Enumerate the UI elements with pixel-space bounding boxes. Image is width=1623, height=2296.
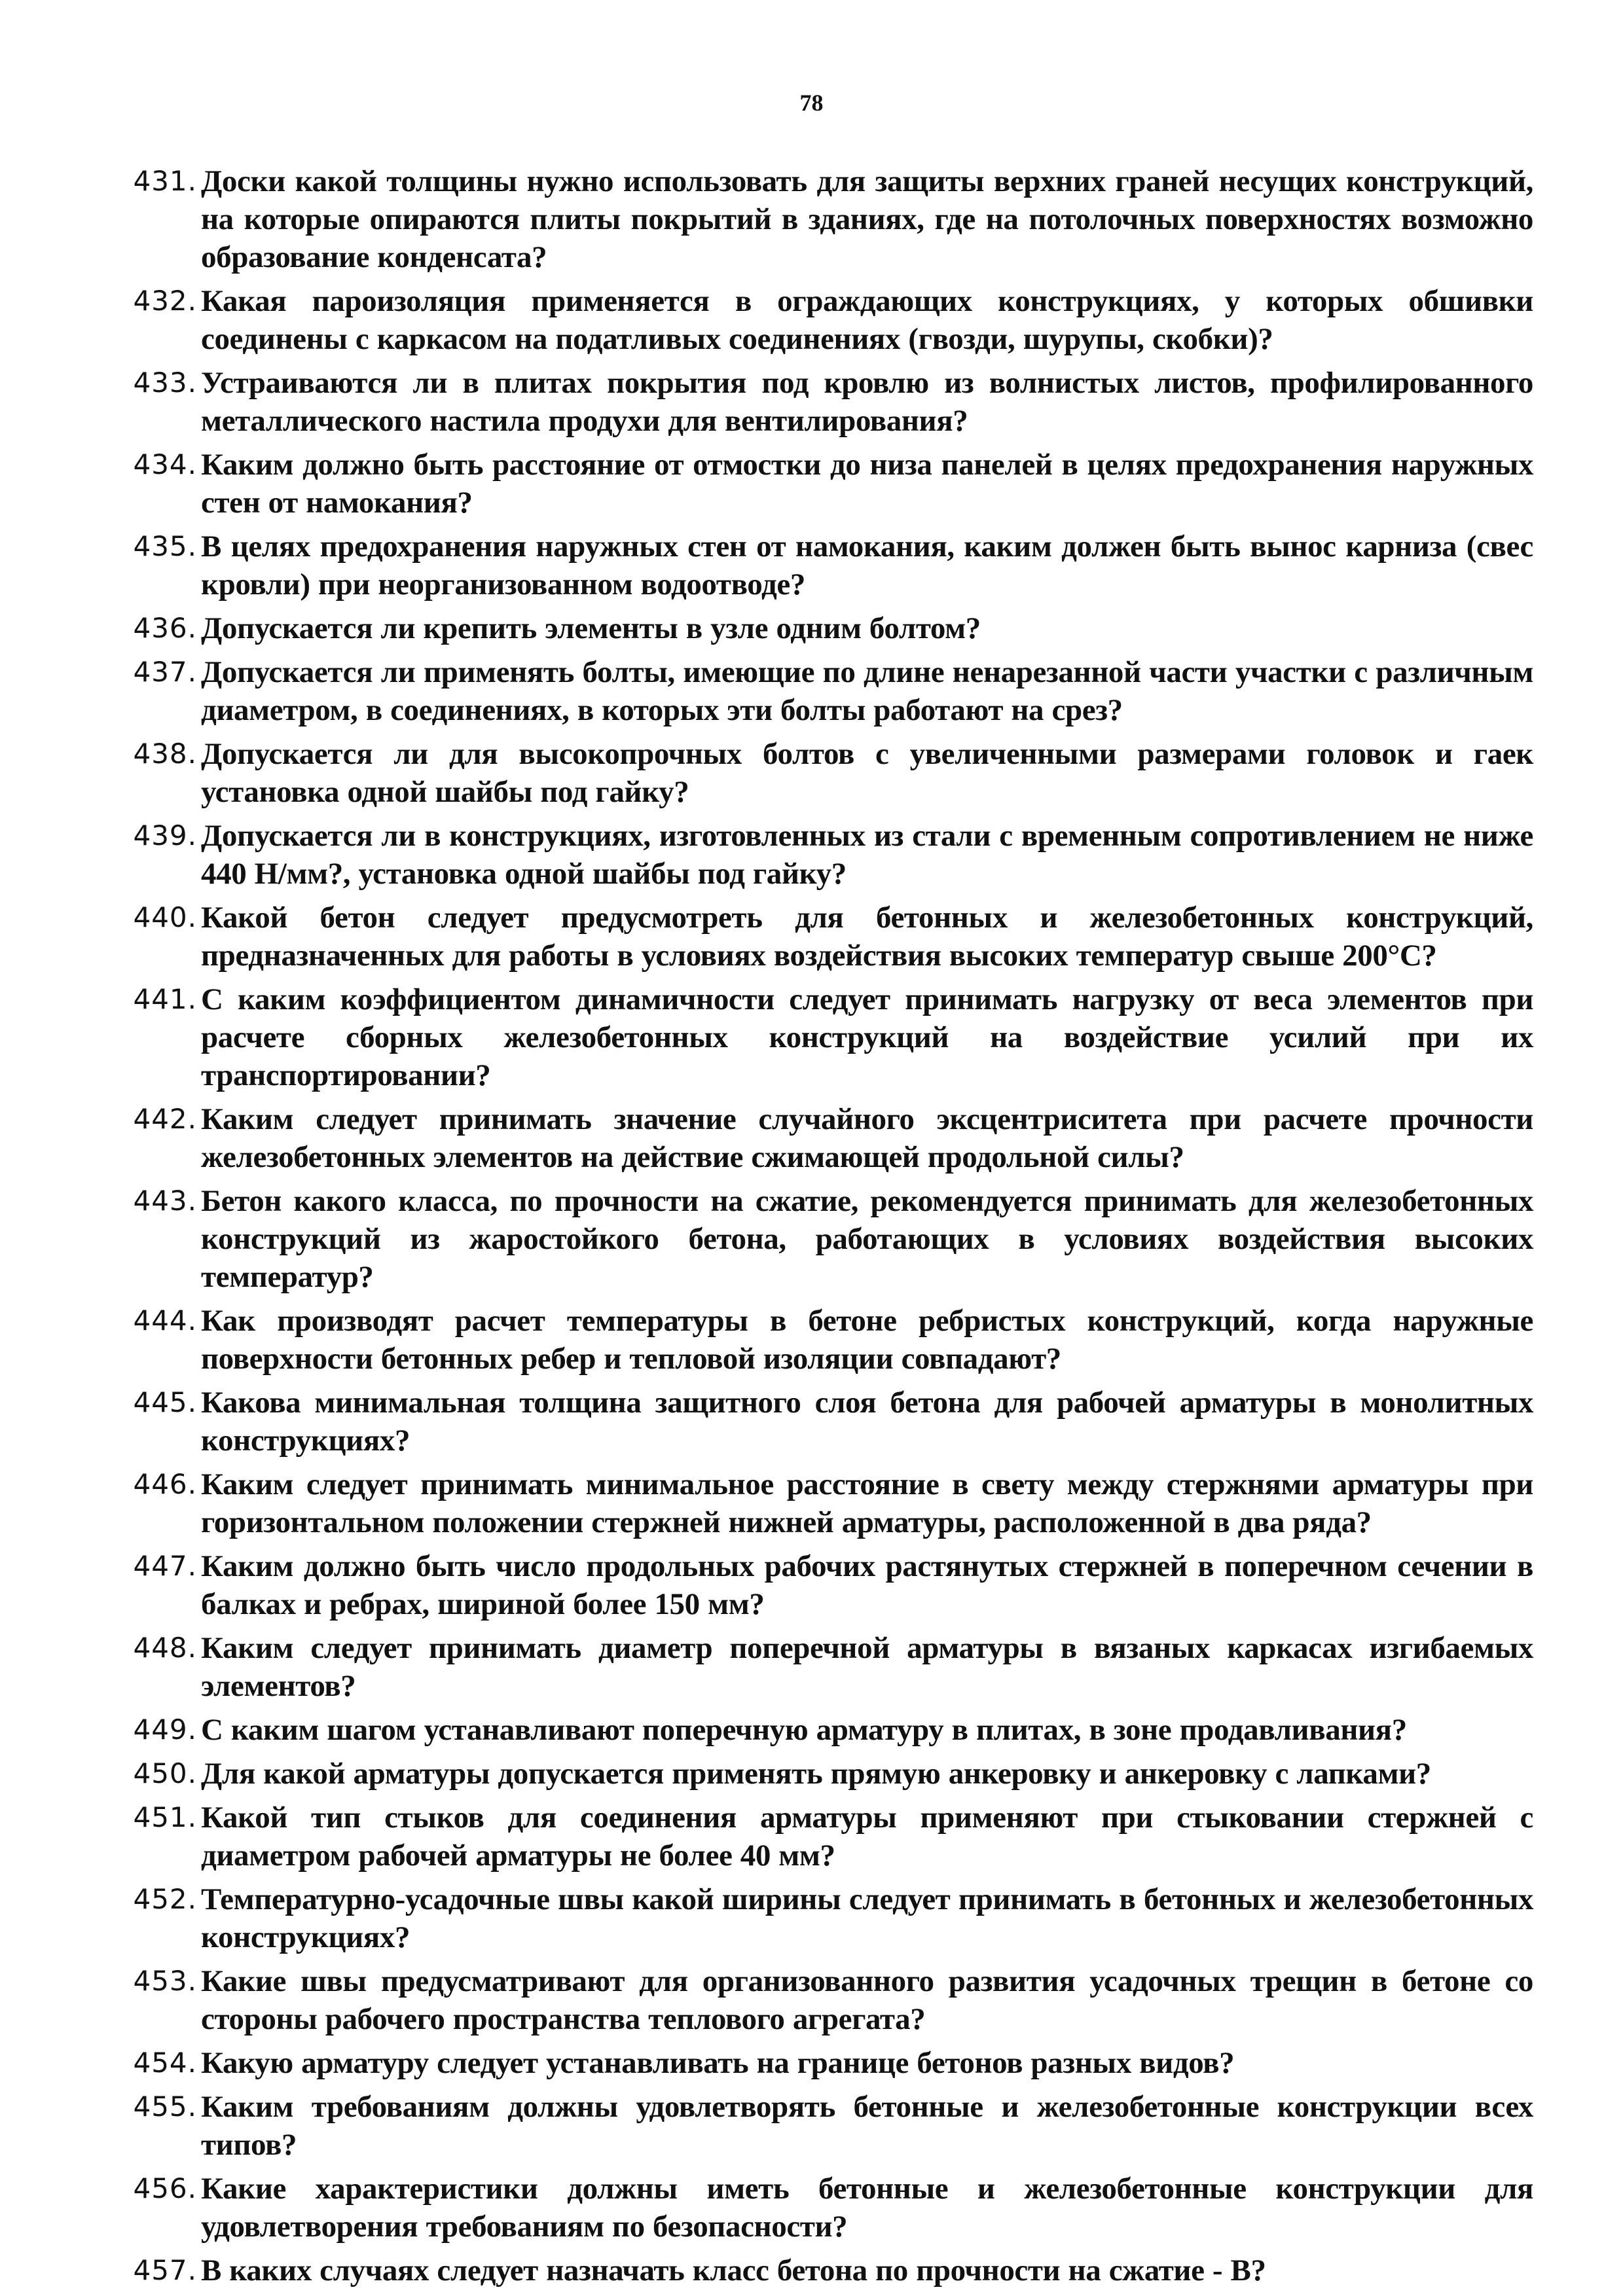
question-number: 450. — [133, 1757, 197, 1789]
question-item — [115, 2170, 1533, 2246]
question-item — [115, 446, 1533, 522]
question-text: Бетон какого класса, по прочности на сжатие, рекомендуется принимать для железобетонных конструкций из жаростойкого бетона, работающих в условиях воздействия высоких температур? — [201, 1184, 1533, 1294]
question-text: В целях предохранения наружных стен от намокания, каким должен быть вынос карниза (свес кровли) при неорганизованном водоотводе? — [201, 529, 1533, 601]
question-text: Допускается ли крепить элементы в узле одним болтом? — [201, 611, 981, 645]
question-item — [115, 528, 1533, 603]
question-number: 454. — [133, 2047, 197, 2079]
question-number: 456. — [133, 2172, 197, 2204]
page-number: 78 — [799, 90, 824, 116]
question-item — [115, 1182, 1533, 1296]
question-number: 442. — [133, 1103, 197, 1135]
question-item — [115, 2088, 1533, 2164]
question-text: Допускается ли для высокопрочных болтов с увеличенными размерами головок и гаек установка одной шайбы под гайку? — [201, 737, 1533, 809]
question-text: Устраиваются ли в плитах покрытия под кровлю из волнистых листов, профилированного металлического настила продухи для вентилирования? — [201, 366, 1533, 438]
question-item — [115, 1880, 1533, 1956]
question-number: 451. — [133, 1801, 197, 1833]
question-item — [115, 1629, 1533, 1705]
question-number: 453. — [133, 1965, 197, 1997]
question-text: Каким следует принимать значение случайного эксцентриситета при расчете прочности железобетонных элементов на действие сжимающей продольной силы? — [201, 1102, 1533, 1174]
question-item — [115, 817, 1533, 893]
question-number: 455. — [133, 2090, 197, 2123]
question-number: 433. — [133, 367, 197, 399]
question-item — [115, 2044, 1533, 2082]
question-number: 436. — [133, 612, 197, 644]
question-number: 449. — [133, 1713, 197, 1746]
question-item — [115, 735, 1533, 811]
question-number: 441. — [133, 983, 197, 1015]
question-number: 446. — [133, 1468, 197, 1500]
question-item — [115, 609, 1533, 647]
question-item — [115, 1962, 1533, 2038]
question-text: Температурно-усадочные швы какой ширины следует принимать в бетонных и железобетонных конструкциях? — [201, 1882, 1533, 1954]
question-text: В каких случаях следует назначать класс бетона по прочности на сжатие - В? — [201, 2253, 1266, 2287]
question-text: Какой тип стыков для соединения арматуры применяют при стыковании стержней с диаметром рабочей арматуры не более 40 мм? — [201, 1801, 1533, 1873]
question-number: 444. — [133, 1304, 197, 1336]
question-item — [115, 2251, 1533, 2289]
question-text: Доски какой толщины нужно использовать для защиты верхних граней несущих конструкций, на которые опираются плиты покрытий в зданиях, где на потолочных поверхностях возможно образование конденсата? — [201, 164, 1533, 274]
question-item — [115, 282, 1533, 358]
question-item — [115, 653, 1533, 729]
question-number: 445. — [133, 1386, 197, 1418]
question-text: С каким коэффициентом динамичности следует принимать нагрузку от веса элементов при расчете сборных железобетонных конструкций на воздействие усилий при их транспортировании? — [201, 982, 1533, 1092]
question-text: Какова минимальная толщина защитного слоя бетона для рабочей арматуры в монолитных конструкциях? — [201, 1386, 1533, 1458]
question-item — [115, 364, 1533, 440]
question-number: 432. — [133, 285, 197, 317]
question-item — [115, 980, 1533, 1094]
question-text: Для какой арматуры допускается применять прямую анкеровку и анкеровку с лапками? — [201, 1757, 1431, 1791]
question-item — [115, 162, 1533, 276]
question-text: Допускается ли в конструкциях, изготовленных из стали с временным сопротивлением не ниже 440 Н/мм?, установка одной шайбы под гайку? — [201, 819, 1533, 891]
question-number: 434. — [133, 448, 197, 480]
question-number: 447. — [133, 1550, 197, 1582]
question-text: Как производят расчет температуры в бетоне ребристых конструкций, когда наружные поверхности бетонных ребер и тепловой изоляции совпадают? — [201, 1304, 1533, 1376]
question-item — [115, 1799, 1533, 1874]
question-text: Какой бетон следует предусмотреть для бетонных и железобетонных конструкций, предназначенных для работы в условиях воздействия высоких температур свыше 200°С? — [201, 901, 1533, 973]
question-text: С каким шагом устанавливают поперечную арматуру в плитах, в зоне продавливания? — [201, 1713, 1407, 1747]
question-item — [115, 899, 1533, 975]
question-text: Какие характеристики должны иметь бетонные и железобетонные конструкции для удовлетворения требованиям по безопасности? — [201, 2172, 1533, 2244]
question-list — [115, 162, 1533, 2295]
question-text: Каким требованиям должны удовлетворять бетонные и железобетонные конструкции всех типов? — [201, 2090, 1533, 2162]
question-text: Какая пароизоляция применяется в ограждающих конструкциях, у которых обшивки соединены с каркасом на податливых соединениях (гвозди, шурупы, скобки)? — [201, 284, 1533, 356]
question-number: 437. — [133, 656, 197, 688]
question-text: Каким должно быть число продольных рабочих растянутых стержней в поперечном сечении в балках и ребрах, шириной более 150 мм? — [201, 1549, 1533, 1621]
question-item — [115, 1711, 1533, 1749]
question-item — [115, 1100, 1533, 1176]
question-number: 448. — [133, 1632, 197, 1664]
question-number: 452. — [133, 1883, 197, 1915]
question-number: 443. — [133, 1185, 197, 1217]
question-text: Какую арматуру следует устанавливать на границе бетонов разных видов? — [201, 2046, 1235, 2080]
question-number: 431. — [133, 165, 197, 197]
question-item — [115, 1755, 1533, 1793]
question-item — [115, 1302, 1533, 1378]
question-number: 439. — [133, 819, 197, 852]
question-item — [115, 1465, 1533, 1541]
question-text: Допускается ли применять болты, имеющие по длине ненарезанной части участки с различным диаметром, в соединениях, в которых эти болты работают на срез? — [201, 655, 1533, 727]
question-text: Какие швы предусматривают для организованного развития усадочных трещин в бетоне со стороны рабочего пространства теплового агрегата? — [201, 1964, 1533, 2036]
question-text: Каким должно быть расстояние от отмостки до низа панелей в целях предохранения наружных стен от намокания? — [201, 448, 1533, 520]
question-item — [115, 1547, 1533, 1623]
question-text: Каким следует принимать минимальное расстояние в свету между стержнями арматуры при горизонтальном положении стержней нижней арматуры, расположенной в два ряда? — [201, 1467, 1533, 1539]
question-number: 435. — [133, 530, 197, 562]
question-number: 457. — [133, 2254, 197, 2286]
question-text: Каким следует принимать диаметр поперечной арматуры в вязаных каркасах изгибаемых элементов? — [201, 1631, 1533, 1703]
question-number: 438. — [133, 738, 197, 770]
question-number: 440. — [133, 901, 197, 933]
question-item — [115, 1384, 1533, 1460]
